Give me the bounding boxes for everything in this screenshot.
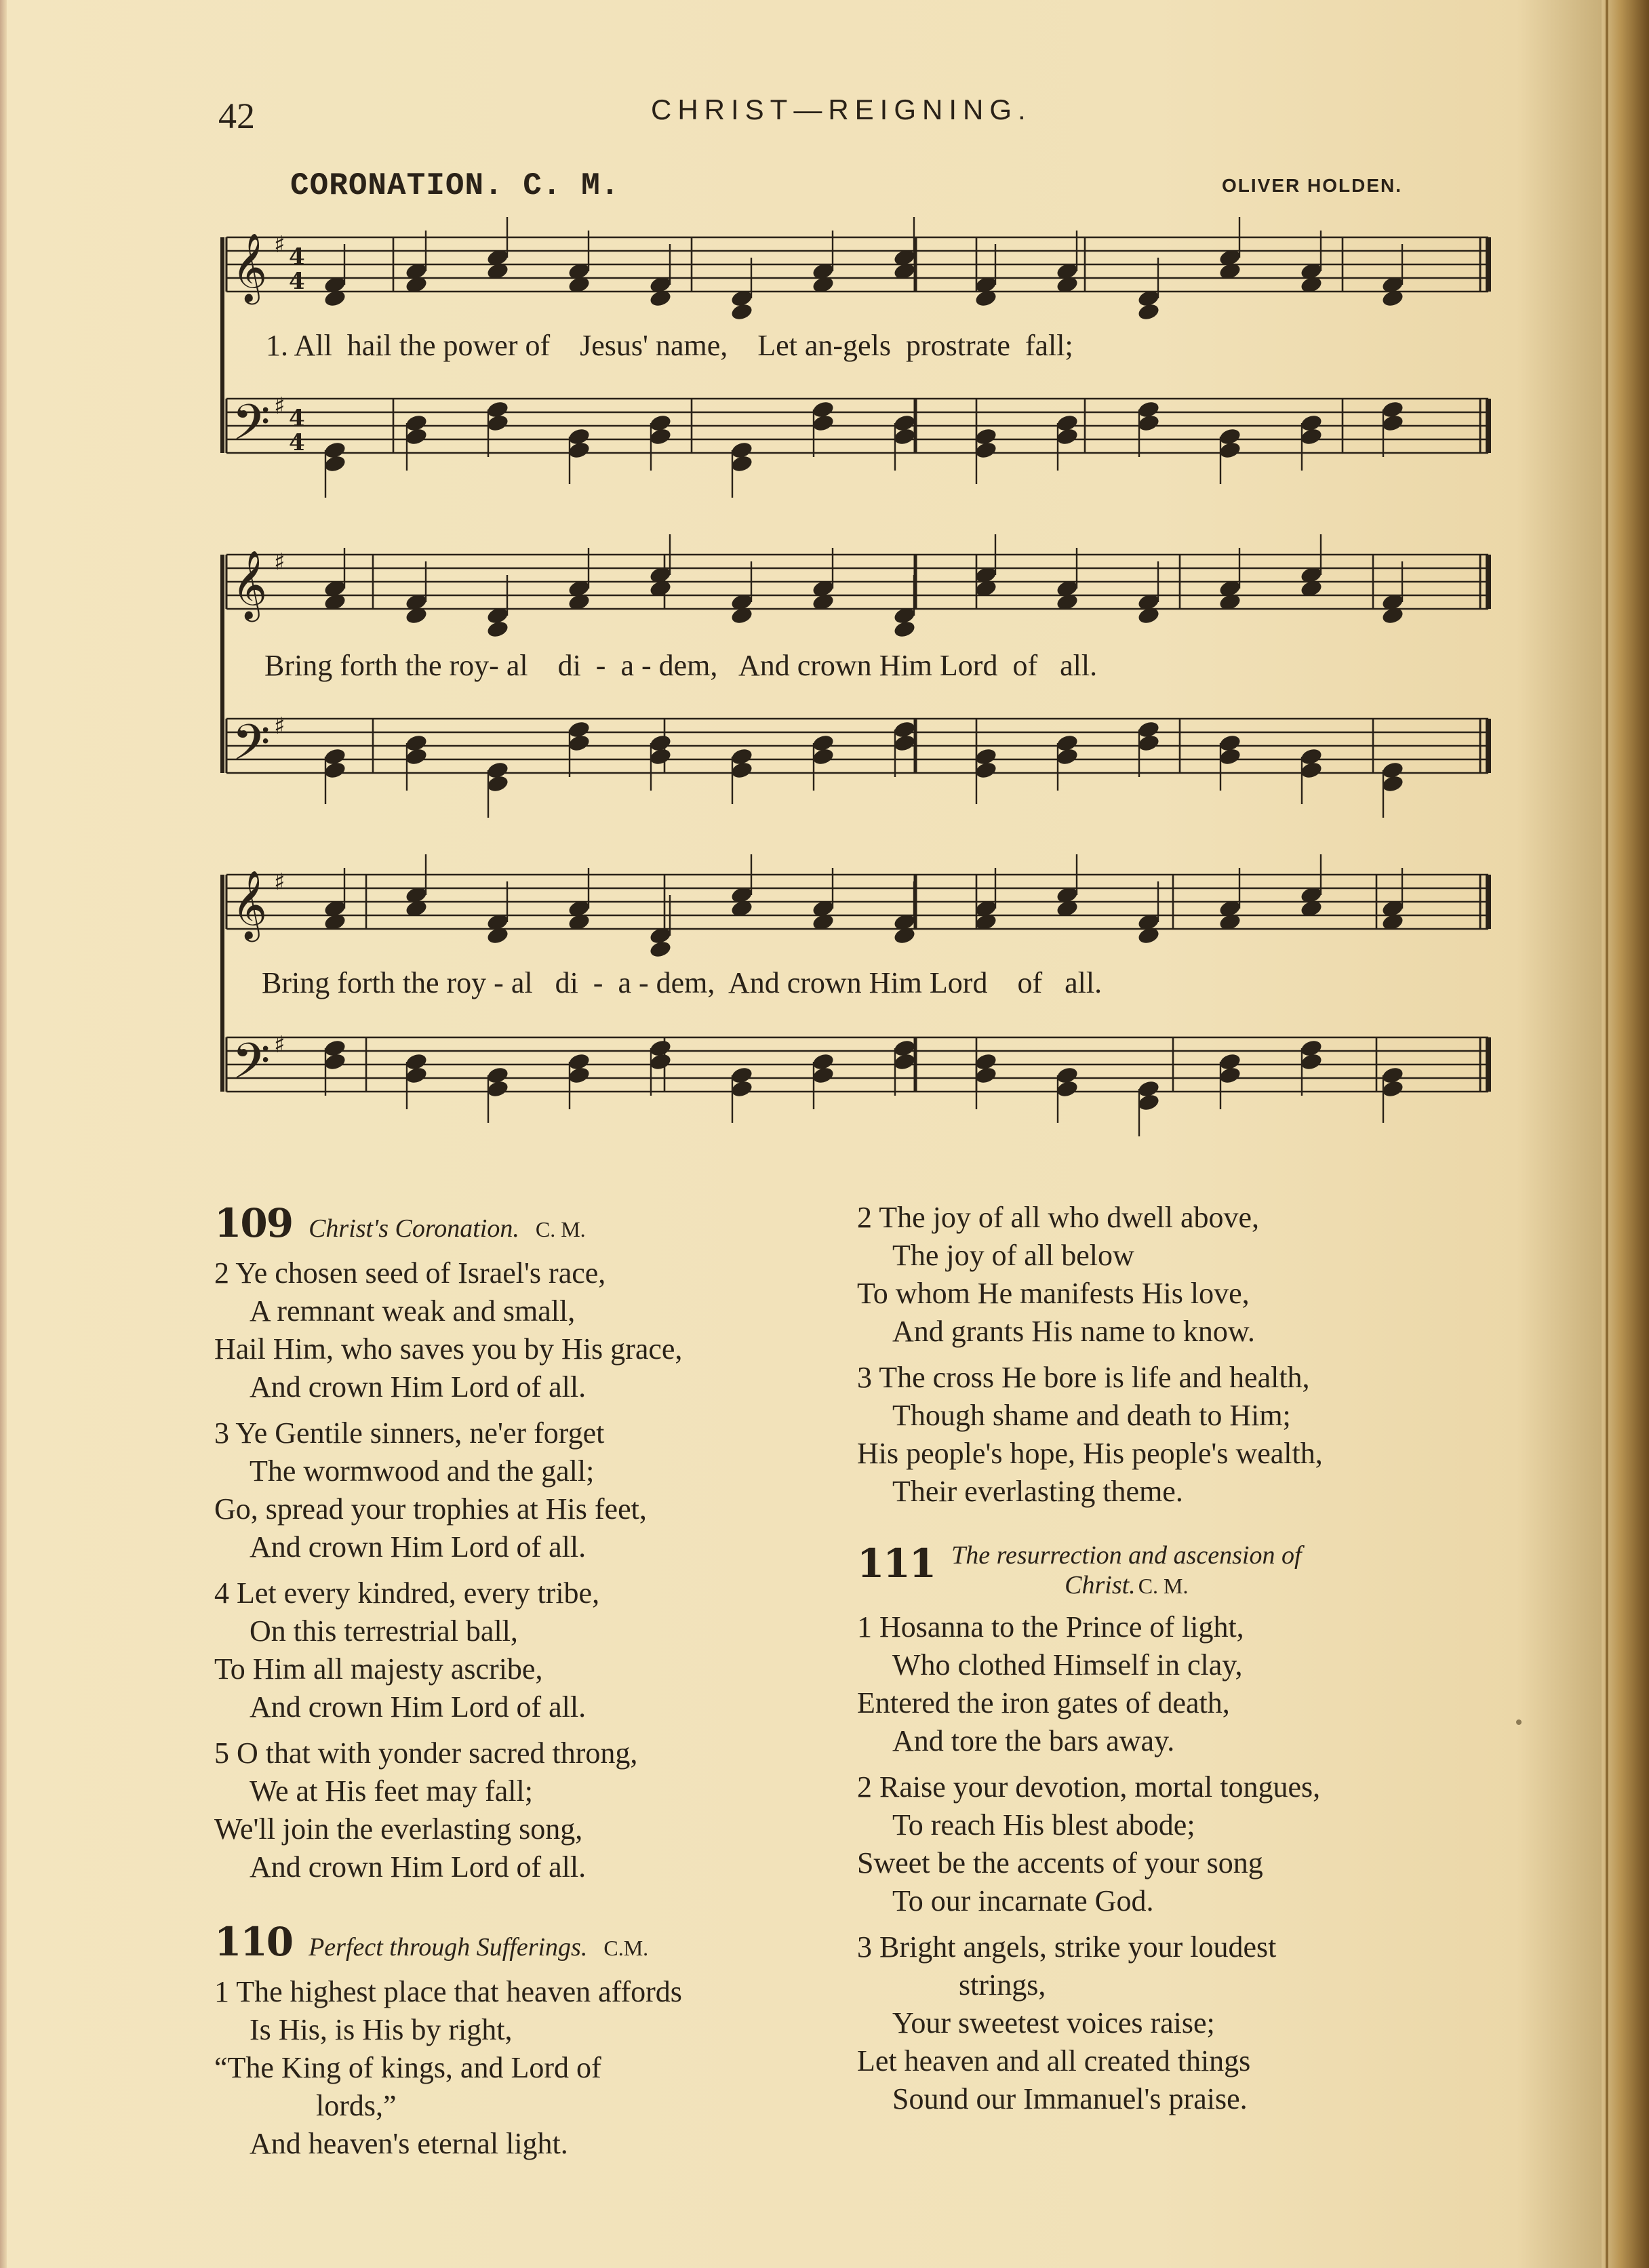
- note-head: [1136, 1092, 1160, 1112]
- verse-line: 1 Hosanna to the Prince of light,: [857, 1610, 1244, 1644]
- verse: [214, 1414, 852, 1566]
- note-head: [567, 440, 591, 460]
- verse-line: Entered the iron gates of death,: [857, 1686, 1230, 1719]
- note-head: [974, 760, 997, 780]
- note-head: [485, 413, 509, 433]
- hymn-meter: C. M.: [535, 1217, 586, 1241]
- note-head: [1380, 413, 1404, 433]
- note-head: [1299, 760, 1323, 780]
- note-head: [974, 440, 997, 460]
- note-head: [811, 1065, 835, 1085]
- verse-line: 2 The joy of all who dwell above,: [857, 1201, 1260, 1234]
- time-signature: 4: [289, 429, 305, 456]
- paper-speck: [1516, 1719, 1522, 1725]
- hymn-number: 111: [857, 1540, 936, 1587]
- verse-line: 3 Bright angels, strike your loudest: [857, 1930, 1277, 1964]
- key-signature-sharp: ♯: [274, 231, 285, 258]
- verse-line: Sound our Immanuel's praise.: [892, 2082, 1248, 2115]
- time-signature: 4: [289, 405, 305, 432]
- tune-title: CORONATION. C. M.: [290, 168, 620, 203]
- verse-line: lords,”: [316, 2089, 397, 2122]
- note-head: [1218, 1065, 1241, 1085]
- verse: [214, 1574, 852, 1726]
- verse: [857, 1359, 1535, 1511]
- note-head: [730, 1079, 753, 1098]
- note-head: [1380, 1079, 1404, 1098]
- lyric-line-1: 1. All hail the power of Jesus' name, Let an-gels prostrate fall;: [266, 329, 1073, 362]
- key-signature-sharp: ♯: [274, 549, 285, 576]
- verse-line: 1 The highest place that heaven affords: [214, 1975, 682, 2008]
- note-head: [323, 454, 346, 473]
- verse-line: To our incarnate God.: [892, 1884, 1154, 1917]
- note-head: [1218, 440, 1241, 460]
- verse-line: 4 Let every kindred, every tribe,: [214, 1576, 600, 1610]
- hymn-heading: [857, 1540, 1535, 1600]
- time-signature: 4: [289, 268, 305, 295]
- verse-line: Sweet be the accents of your song: [857, 1846, 1263, 1879]
- verse-line: His people's hope, His people's wealth,: [857, 1437, 1323, 1470]
- note-head: [323, 760, 346, 780]
- verse-line: We'll join the everlasting song,: [214, 1812, 583, 1846]
- note-head: [1055, 1079, 1079, 1098]
- verse-line: 2 Ye chosen seed of Israel's race,: [214, 1256, 606, 1290]
- key-signature-sharp: ♯: [274, 869, 285, 896]
- note-head: [730, 760, 753, 780]
- note-head: [404, 426, 428, 446]
- note-head: [730, 302, 753, 321]
- treble-clef: 𝄞: [232, 232, 268, 302]
- note-head: [1136, 302, 1160, 321]
- verse-line: Hail Him, who saves you by His grace,: [214, 1332, 683, 1366]
- note-head: [404, 1065, 428, 1085]
- note-head: [811, 413, 835, 433]
- treble-clef: 𝄞: [232, 869, 268, 939]
- verse-line: Though shame and death to Him;: [892, 1399, 1291, 1432]
- hymn-meter: C. M.: [1138, 1574, 1189, 1598]
- hymn-title-second-line: [951, 1570, 1301, 1600]
- hymn-110: [214, 1919, 852, 2163]
- verse-line: The joy of all below: [892, 1239, 1134, 1272]
- note-head: [974, 1065, 997, 1085]
- verse-line: “The King of kings, and Lord of: [214, 2051, 601, 2084]
- verse: [214, 1254, 852, 1406]
- note-head: [485, 619, 509, 639]
- key-signature-sharp: ♯: [274, 1031, 285, 1058]
- note-head: [811, 747, 835, 766]
- bass-clef: 𝄢: [232, 713, 271, 783]
- treble-clef: 𝄞: [232, 549, 268, 619]
- note-head: [1299, 426, 1323, 446]
- hymn-title: The resurrection and ascension of: [951, 1541, 1302, 1570]
- verse: [857, 1928, 1535, 2118]
- key-signature-sharp: ♯: [274, 393, 285, 420]
- note-head: [648, 747, 672, 766]
- verse: [214, 1973, 852, 2163]
- verse-line: To Him all majesty ascribe,: [214, 1652, 543, 1686]
- hymn-title-block: [951, 1540, 1301, 1600]
- hymn-111: [857, 1540, 1535, 2118]
- verse-line: The wormwood and the gall;: [250, 1454, 595, 1488]
- verse: [214, 1734, 852, 1886]
- lyric-line-2: Bring forth the roy- al di - a - dem, And crown Him Lord of all.: [264, 649, 1098, 682]
- note-head: [648, 1052, 672, 1071]
- hymn-heading: [214, 1200, 852, 1246]
- note-head: [485, 774, 509, 793]
- verse-line: And heaven's eternal light.: [250, 2127, 568, 2160]
- verse-line: To whom He manifests His love,: [857, 1277, 1250, 1310]
- verse-line: Their everlasting theme.: [892, 1475, 1183, 1508]
- note-head: [648, 939, 672, 959]
- hymn-heading: [214, 1919, 852, 1965]
- running-head: CHRIST—REIGNING.: [651, 94, 1032, 125]
- note-head: [567, 733, 591, 753]
- hymn-109: [214, 1200, 852, 1886]
- note-head: [567, 1065, 591, 1085]
- page-number: 42: [218, 96, 255, 136]
- verse-line: And crown Him Lord of all.: [250, 1850, 587, 1884]
- note-head: [1055, 747, 1079, 766]
- note-head: [648, 426, 672, 446]
- verse-line: And crown Him Lord of all.: [250, 1690, 587, 1724]
- note-head: [1136, 733, 1160, 753]
- hymn-title: Christ's Coronation.: [309, 1214, 519, 1243]
- lyric-line-3: Bring forth the roy - al di - a - dem, And crown Him Lord of all.: [262, 966, 1102, 999]
- note-head: [892, 1052, 916, 1071]
- verse-line: We at His feet may fall;: [250, 1774, 533, 1808]
- hymn-title-continued: Christ.: [1065, 1571, 1136, 1599]
- note-head: [323, 1052, 346, 1071]
- verse-line: strings,: [959, 1968, 1046, 2002]
- verse-line: Is His, is His by right,: [250, 2013, 513, 2046]
- note-head: [1136, 413, 1160, 433]
- verse-line: And tore the bars away.: [892, 1724, 1175, 1757]
- verse: [857, 1608, 1535, 1760]
- note-head: [892, 619, 916, 639]
- note-head: [485, 1079, 509, 1098]
- note-head: [892, 426, 916, 446]
- time-signature: 4: [289, 243, 305, 271]
- note-head: [892, 733, 916, 753]
- hymn-number: 109: [214, 1200, 293, 1246]
- hymn-title: Perfect through Sufferings.: [309, 1933, 588, 1962]
- verse-line: Go, spread your trophies at His feet,: [214, 1492, 647, 1526]
- verse-line: Who clothed Himself in clay,: [892, 1648, 1243, 1682]
- verse-line: Let heaven and all created things: [857, 2044, 1251, 2077]
- verse-line: To reach His blest abode;: [892, 1808, 1195, 1842]
- verse: [857, 1768, 1535, 1920]
- verse-line: A remnant weak and small,: [250, 1294, 576, 1328]
- verse-line: 5 O that with yonder sacred throng,: [214, 1736, 638, 1770]
- verse-line: And crown Him Lord of all.: [250, 1530, 587, 1564]
- verse-line: 3 The cross He bore is life and health,: [857, 1361, 1310, 1394]
- note-head: [1380, 774, 1404, 793]
- composer-name: OLIVER HOLDEN.: [1222, 175, 1403, 196]
- note-head: [1218, 747, 1241, 766]
- key-signature-sharp: ♯: [274, 713, 285, 740]
- hymn-column-left: [214, 1200, 852, 2163]
- hymn-number: 110: [214, 1919, 293, 1965]
- note-head: [1055, 426, 1079, 446]
- bass-clef: 𝄢: [232, 393, 271, 463]
- verse-line: And crown Him Lord of all.: [250, 1370, 587, 1404]
- note-head: [404, 747, 428, 766]
- verse: [857, 1199, 1535, 1351]
- note-head: [730, 454, 753, 473]
- verse-line: And grants His name to know.: [892, 1315, 1255, 1348]
- verse-line: 3 Ye Gentile sinners, ne'er forget: [214, 1416, 605, 1450]
- hymn-meter: C.M.: [603, 1936, 649, 1960]
- verse-line: Your sweetest voices raise;: [892, 2006, 1215, 2040]
- bass-clef: 𝄢: [232, 1032, 271, 1102]
- verse-line: 2 Raise your devotion, mortal tongues,: [857, 1770, 1321, 1804]
- verse-line: On this terrestrial ball,: [250, 1614, 518, 1648]
- hymn-column-right: [857, 1199, 1535, 2118]
- note-head: [1299, 1052, 1323, 1071]
